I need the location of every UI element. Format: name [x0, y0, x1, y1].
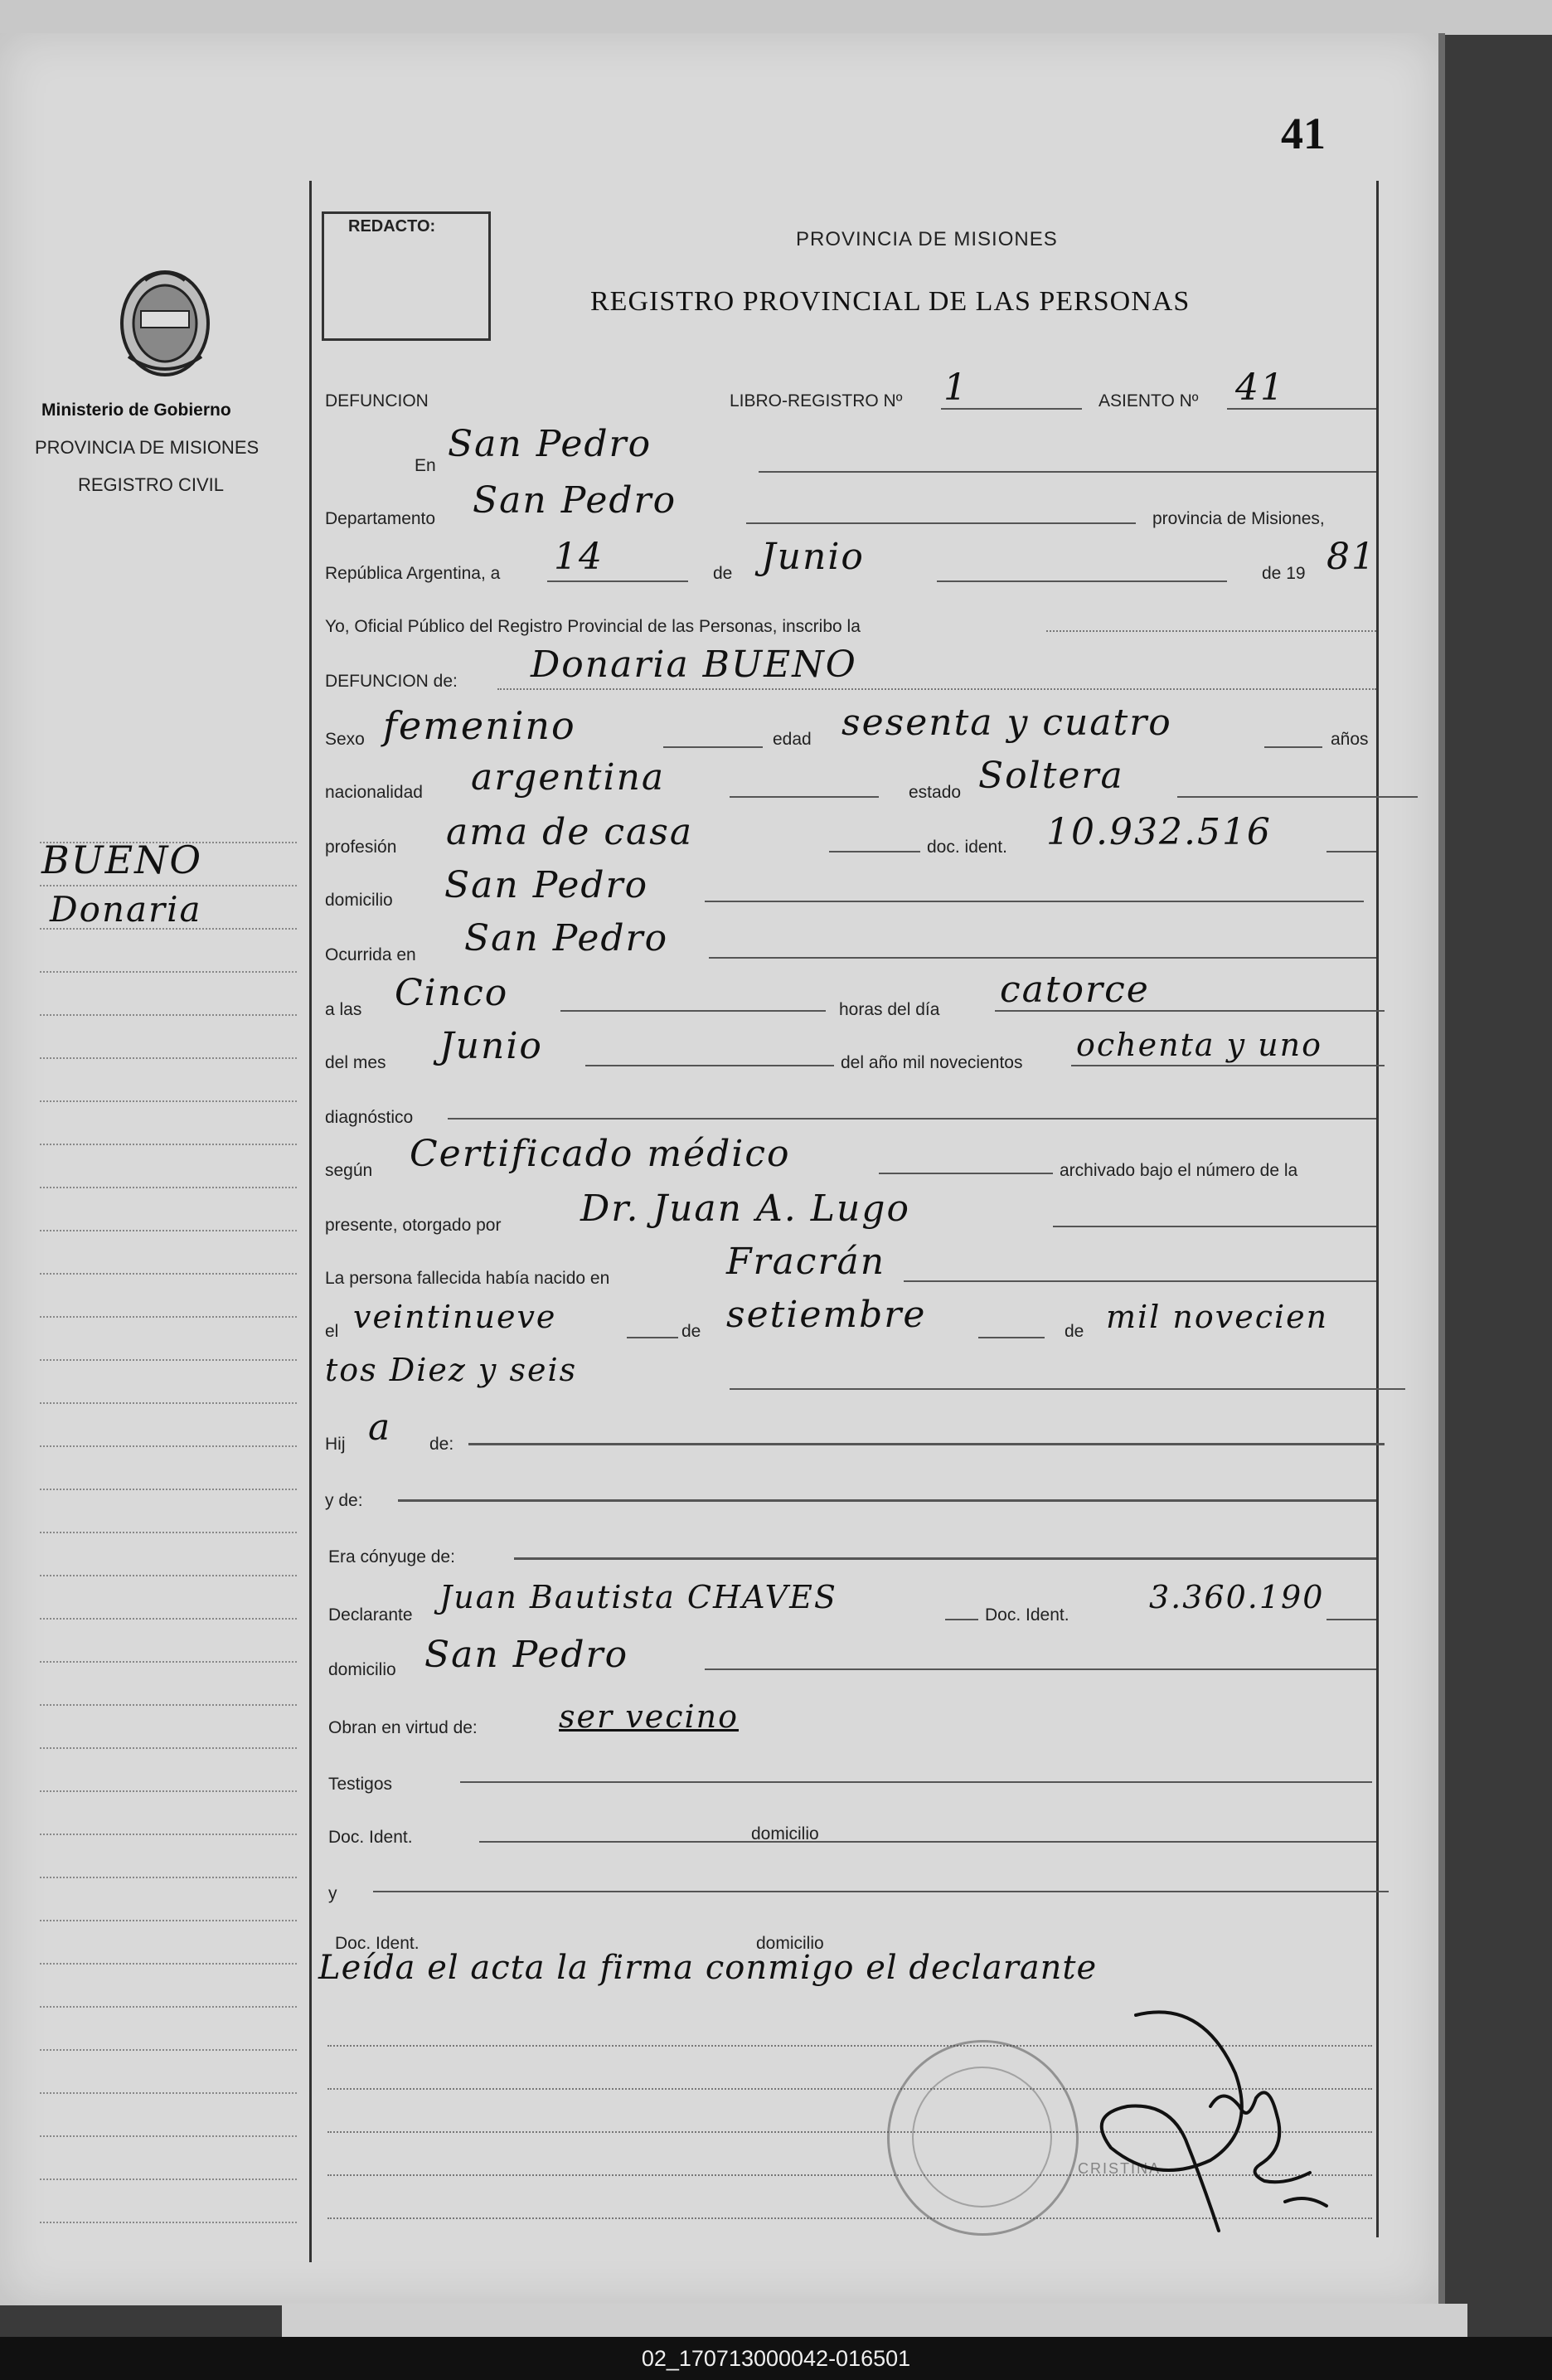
declarante-label: Declarante [328, 1605, 413, 1625]
test2-domicilio-label: domicilio [756, 1934, 824, 1953]
segun-value: Certificado médico [410, 1133, 791, 1175]
margin-rule-line [40, 1661, 297, 1663]
nacionalidad-label: nacionalidad [325, 783, 423, 802]
ocurrida-value: San Pedro [464, 917, 669, 959]
del-mes-value: Junio [439, 1025, 543, 1067]
month-value: Junio [761, 536, 865, 578]
edad-value: sesenta y cuatro [841, 702, 1172, 744]
margin-note-name: Donaria [50, 889, 202, 930]
margin-rule-line [40, 1057, 297, 1059]
bottom-edge [282, 2304, 1467, 2337]
domicilio-rule [705, 901, 1364, 902]
margin-rule-line [40, 1575, 297, 1576]
coat-of-arms-icon [116, 265, 214, 378]
de-label: de [713, 564, 733, 583]
top-strip [0, 0, 1552, 35]
edad-label: edad [773, 730, 812, 749]
presente-label: presente, otorgado por [325, 1216, 502, 1235]
hij-suffix: a [368, 1406, 392, 1449]
margin-rule-line [40, 2178, 297, 2180]
en-label: En [415, 456, 436, 475]
conyuge-label: Era cónyuge de: [328, 1547, 455, 1566]
doc-ident-rule [1326, 851, 1376, 852]
nacionalidad-value: argentina [471, 756, 666, 799]
en-rule [759, 471, 1376, 473]
conyuge-rule [514, 1557, 1376, 1560]
day-rule [547, 580, 688, 582]
departamento-rule [746, 522, 1136, 524]
estado-value: Soltera [978, 755, 1124, 797]
profesion-label: profesión [325, 838, 397, 857]
del-ano-rule [1071, 1065, 1385, 1066]
margin-rule-line [40, 1359, 297, 1361]
anos-label: años [1331, 730, 1369, 749]
margin-rule-line [40, 1489, 297, 1490]
domicilio-label: domicilio [325, 891, 393, 910]
ocurrida-label: Ocurrida en [325, 945, 416, 964]
margin-note-surname: BUENO [41, 838, 203, 882]
yo-rule [1046, 630, 1376, 632]
margin-rule-line [40, 2006, 297, 2008]
margin-rule-line [40, 928, 297, 930]
margin-rule-line [40, 2222, 297, 2223]
y-label: y [328, 1884, 337, 1903]
libro-rule [941, 408, 1082, 410]
profesion-rule [829, 851, 920, 852]
domicilio-value: San Pedro [444, 864, 649, 906]
header-province: PROVINCIA DE MISIONES [796, 228, 1058, 250]
a-las-rule [560, 1010, 826, 1012]
deceased-rule [497, 688, 1376, 690]
sexo-rule [663, 746, 763, 748]
decl-doc-label: Doc. Ident. [985, 1605, 1069, 1625]
edad-rule [1264, 746, 1322, 748]
decl-doc-rule [1326, 1619, 1376, 1620]
provincia-suffix: provincia de Misiones, [1152, 509, 1325, 528]
margin-rule-line [40, 1144, 297, 1145]
birth-month-value: setiembre [726, 1294, 927, 1336]
estado-rule [1177, 796, 1418, 798]
yo-text: Yo, Oficial Público del Registro Provincial de las Personas, inscribo la [325, 617, 861, 636]
hij-de-label: de: [429, 1435, 454, 1454]
form-type-label: DEFUNCION [325, 391, 429, 410]
profesion-value: ama de casa [446, 811, 694, 853]
margin-rule-line [40, 1834, 297, 1835]
doc-ident-value: 10.932.516 [1046, 811, 1272, 853]
test-doc-rule [479, 1841, 1376, 1843]
republica-label: República Argentina, a [325, 564, 501, 583]
official-stamp-inner [912, 2067, 1052, 2208]
header-title: REGISTRO PROVINCIAL DE LAS PERSONAS [590, 286, 1191, 317]
defuncion-de-label: DEFUNCION de: [325, 672, 458, 691]
sidebar-registry: REGISTRO CIVIL [78, 474, 225, 495]
el-label: el [325, 1322, 339, 1341]
margin-rule-line [40, 1877, 297, 1878]
redacto-label: REDACTO: [348, 217, 436, 236]
deceased-value: Donaria BUENO [531, 644, 857, 686]
obran-label: Obran en virtud de: [328, 1718, 478, 1737]
form-left-border [309, 181, 312, 2262]
de19-label: de 19 [1262, 564, 1306, 583]
nacido-label: La persona fallecida había nacido en [325, 1269, 610, 1288]
de3-label: de [1065, 1322, 1084, 1341]
margin-rule-line [40, 1920, 297, 1921]
margin-rule-line [40, 1187, 297, 1188]
declarante-value: Juan Bautista CHAVES [439, 1579, 837, 1615]
testigos-label: Testigos [328, 1775, 393, 1794]
a-las-value: Cinco [395, 972, 509, 1014]
decl-domicilio-rule [705, 1668, 1376, 1670]
presente-value: Dr. Juan A. Lugo [580, 1188, 910, 1230]
presente-rule [1053, 1226, 1376, 1227]
estado-label: estado [909, 783, 962, 802]
hij-label: Hij [325, 1435, 346, 1454]
asiento-label: ASIENTO Nº [1099, 391, 1199, 410]
y-de-label: y de: [325, 1491, 363, 1510]
year-value: 81 [1326, 536, 1376, 578]
margin-rule-line [40, 885, 297, 886]
sexo-value: femenino [383, 703, 576, 748]
departamento-value: San Pedro [473, 479, 677, 522]
sexo-label: Sexo [325, 730, 365, 749]
el-rule [627, 1337, 678, 1338]
test-domicilio-label: domicilio [751, 1824, 819, 1843]
del-ano-value: ochenta y uno [1076, 1027, 1322, 1063]
margin-rule-line [40, 1532, 297, 1533]
declarante-rule [945, 1619, 978, 1620]
stamp-text: CRISTINA [1078, 2160, 1162, 2177]
horas-value: catorce [1000, 969, 1150, 1011]
decl-doc-value: 3.360.190 [1149, 1579, 1325, 1615]
form-right-border [1376, 181, 1379, 2237]
closing-statement: Leída el acta la firma conmigo el declarante [318, 1949, 1098, 1987]
margin-rule-line [40, 1704, 297, 1706]
decl-domicilio-value: San Pedro [424, 1634, 629, 1676]
page-number: 41 [1281, 109, 1326, 158]
birth-year-rule [730, 1388, 1405, 1390]
ocurrida-rule [709, 957, 1376, 959]
a-las-label: a las [325, 1000, 362, 1019]
segun-label: según [325, 1161, 373, 1180]
birth-year-value: mil novecien [1106, 1299, 1329, 1335]
y-rule [373, 1891, 1389, 1892]
birth-month-rule [978, 1337, 1045, 1338]
margin-rule-line [40, 1790, 297, 1792]
el-value: veintinueve [353, 1299, 557, 1335]
diagnostico-rule [448, 1118, 1376, 1120]
libro-value: 1 [943, 367, 968, 409]
sidebar-province: PROVINCIA DE MISIONES [35, 437, 259, 458]
margin-rule-line [40, 1402, 297, 1404]
margin-rule-line [40, 2049, 297, 2051]
en-value: San Pedro [448, 423, 652, 465]
de2-label: de [681, 1322, 701, 1341]
segun-rule [879, 1173, 1053, 1174]
margin-rule-line [40, 971, 297, 973]
del-mes-rule [585, 1065, 834, 1066]
decl-domicilio-label: domicilio [328, 1660, 396, 1679]
doc-ident-label: doc. ident. [927, 838, 1007, 857]
margin-rule-line [40, 1273, 297, 1275]
horas-label: horas del día [839, 1000, 940, 1019]
hij-rule [468, 1443, 1385, 1445]
day-value: 14 [554, 536, 604, 578]
libro-label: LIBRO-REGISTRO Nº [730, 391, 903, 410]
margin-rule-line [40, 2092, 297, 2094]
asiento-value: 41 [1235, 367, 1285, 409]
y-de-rule [398, 1499, 1376, 1502]
nacido-value: Fracrán [726, 1241, 886, 1283]
margin-rule-line [40, 1316, 297, 1318]
nacionalidad-rule [730, 796, 879, 798]
del-ano-label: del año mil novecientos [841, 1053, 1023, 1072]
departamento-label: Departamento [325, 509, 436, 528]
ministry-label: Ministerio de Gobierno [41, 401, 231, 420]
test2-doc-label: Doc. Ident. [335, 1934, 420, 1953]
nacido-rule [904, 1280, 1376, 1282]
margin-rule-line [40, 1963, 297, 1965]
obran-value: ser vecino [559, 1698, 739, 1735]
margin-rule-line [40, 1618, 297, 1620]
horas-rule [995, 1010, 1385, 1012]
margin-rule-line [40, 1230, 297, 1231]
archivado-label: archivado bajo el número de la [1060, 1161, 1298, 1180]
signature-icon [1078, 2007, 1360, 2256]
margin-rule-line [40, 2135, 297, 2137]
test-doc-label: Doc. Ident. [328, 1828, 413, 1847]
del-mes-label: del mes [325, 1053, 386, 1072]
margin-rule-line [40, 1747, 297, 1749]
margin-rule-line [40, 1014, 297, 1016]
margin-rule-line [40, 1445, 297, 1447]
month-rule [937, 580, 1227, 582]
diagnostico-label: diagnóstico [325, 1108, 414, 1127]
footer-id: 02_170713000042-016501 [0, 2337, 1552, 2380]
asiento-rule [1227, 408, 1376, 410]
testigos-rule [460, 1781, 1372, 1783]
margin-rule-line [40, 1100, 297, 1102]
margin-rule-line [40, 842, 297, 843]
birth-year-cont: tos Diez y seis [325, 1352, 578, 1388]
